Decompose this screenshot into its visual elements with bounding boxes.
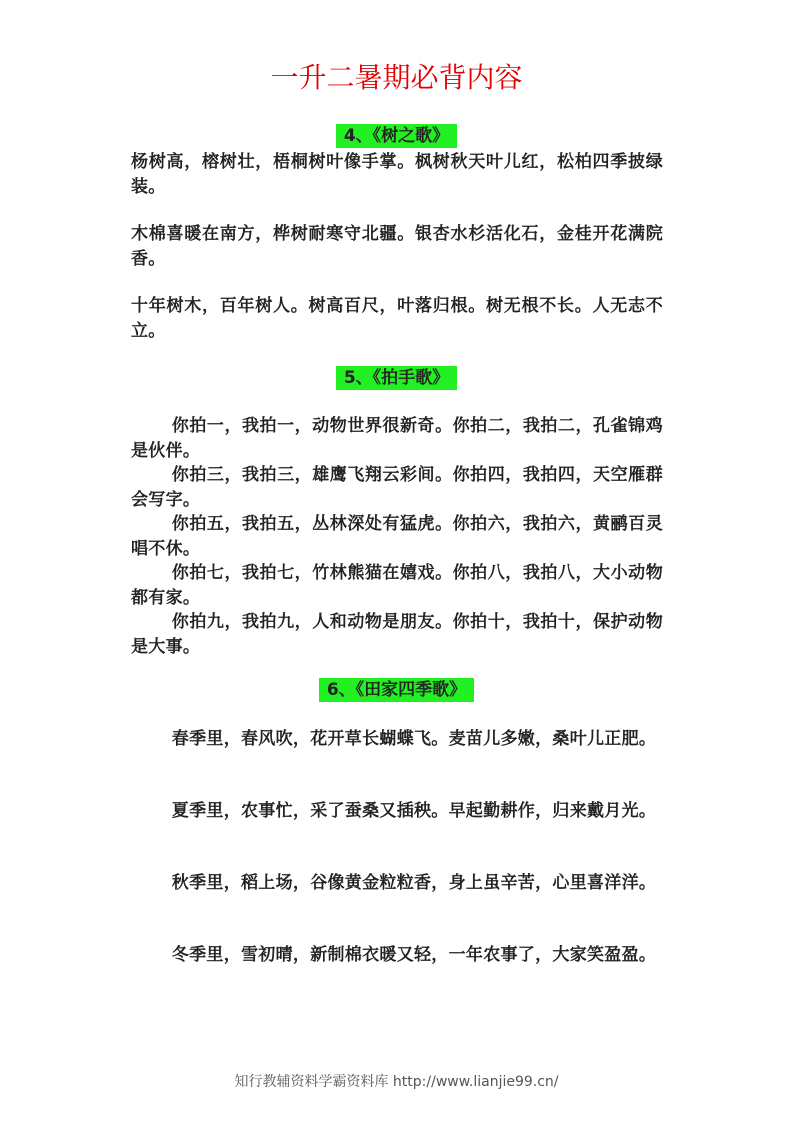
section-heading-shu-zhi-ge	[0, 124, 793, 148]
paragraph: 木棉喜暖在南方，桦树耐寒守北疆。银杏水杉活化石，金桂开花满院香。	[131, 224, 663, 269]
footer-source: 知行教辅资料学霸资料库 http://www.lianjie99.cn/	[234, 1074, 559, 1090]
paragraph: 春季里，春风吹，花开草长蝴蝶飞。麦苗儿多嫩，桑叶儿正肥。	[171, 729, 657, 749]
paragraph: 夏季里，农事忙，采了蚕桑又插秧。早起勤耕作，归来戴月光。	[171, 801, 657, 821]
paragraph: 你拍三，我拍三，雄鹰飞翔云彩间。你拍四，我拍四，天空雁群会写字。	[131, 465, 663, 510]
paragraph: 杨树高，榕树壮，梧桐树叶像手掌。枫树秋天叶儿红，松柏四季披绿装。	[131, 152, 663, 197]
section-heading-pai-shou-ge	[0, 366, 793, 390]
section-heading-label: 6、《田家四季歌》	[319, 678, 474, 702]
paragraph: 你拍五，我拍五，丛林深处有猛虎。你拍六，我拍六，黄鹂百灵唱不休。	[131, 514, 663, 559]
paragraph: 你拍一，我拍一，动物世界很新奇。你拍二，我拍二，孔雀锦鸡是伙伴。	[131, 416, 663, 461]
page-title: 一升二暑期必背内容	[270, 61, 523, 94]
paragraph: 冬季里，雪初晴，新制棉衣暖又轻，一年农事了，大家笑盈盈。	[171, 945, 657, 965]
paragraph: 十年树木，百年树人。树高百尺，叶落归根。树无根不长。人无志不立。	[131, 296, 663, 341]
section-heading-label: 5、《拍手歌》	[336, 366, 457, 390]
section-heading-label: 4、《树之歌》	[336, 124, 457, 148]
paragraph: 你拍九，我拍九，人和动物是朋友。你拍十，我拍十，保护动物是大事。	[131, 612, 663, 657]
paragraph: 秋季里，稻上场，谷像黄金粒粒香，身上虽辛苦，心里喜洋洋。	[171, 873, 657, 893]
section-heading-tian-jia-si-ji-ge	[0, 678, 793, 702]
paragraph: 你拍七，我拍七，竹林熊猫在嬉戏。你拍八，我拍八，大小动物都有家。	[131, 563, 663, 608]
